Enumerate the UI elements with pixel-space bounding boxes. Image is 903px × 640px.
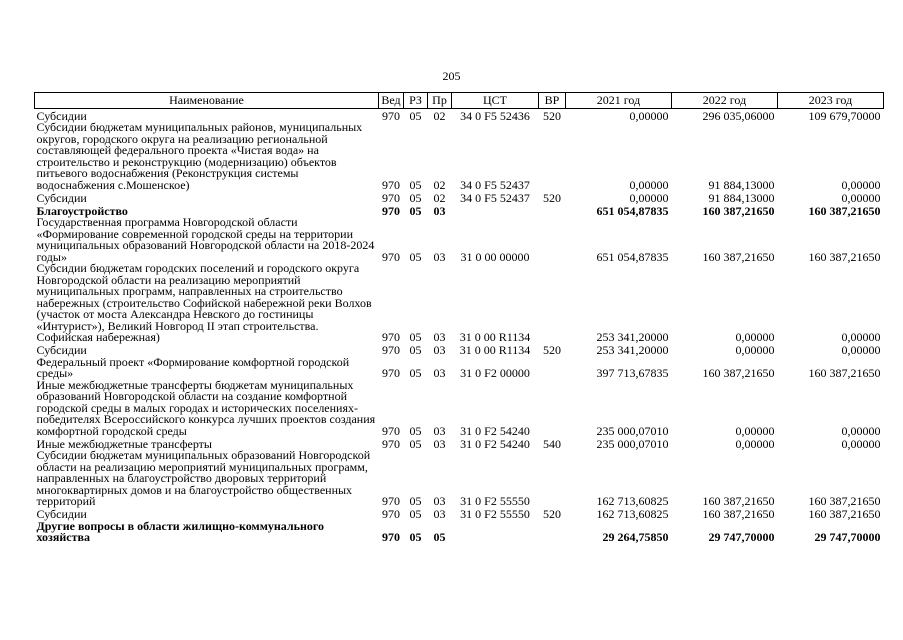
cell-cst: 34 0 F5 52437: [460, 190, 530, 205]
cell-2023: 160 387,21650: [808, 507, 881, 521]
table-row: [35, 521, 884, 544]
cell-cst: 31 0 00 00000: [460, 249, 530, 264]
cell-2022: 160 387,21650: [702, 494, 775, 508]
cell-vr: 540: [543, 436, 561, 451]
cell-cst: [452, 521, 539, 544]
cell-ved: 970: [382, 177, 400, 192]
cell-pr: 02: [433, 190, 446, 205]
header-2023: 2023 год: [778, 93, 884, 109]
cell-2021: 253 341,20000: [596, 330, 669, 344]
cell-rz: 05: [409, 190, 422, 205]
cell-vr: [539, 217, 566, 263]
cell-ved: 970: [382, 203, 400, 218]
cell-rz: 05: [409, 530, 422, 544]
cell-2021: 235 000,07010: [596, 436, 669, 451]
cell-vr: [539, 263, 566, 344]
cell-2021: 235 000,07010: [596, 423, 669, 438]
table-row: [35, 263, 884, 344]
table-row: [35, 450, 884, 508]
header-cst: ЦСТ: [452, 93, 539, 109]
cell-ved: 970: [382, 507, 400, 521]
cell-rz: 05: [409, 108, 422, 123]
cell-2023: 0,00000: [841, 436, 881, 451]
table-header: [35, 93, 884, 109]
header-pr: Пр: [428, 93, 452, 109]
cell-2023: 160 387,21650: [808, 494, 881, 508]
cell-rz: 05: [409, 330, 422, 344]
cell-ved: 970: [382, 494, 400, 508]
cell-cst: 31 0 F2 00000: [460, 366, 530, 380]
cell-2021: 651 054,87835: [596, 249, 669, 264]
cell-vr: [539, 450, 566, 508]
cell-2023: 160 387,21650: [808, 366, 881, 380]
cell-name: Благоустройство: [36, 203, 128, 218]
cell-vr: 520: [543, 343, 561, 357]
cell-rz: 05: [409, 494, 422, 508]
cell-ved: 970: [382, 530, 400, 544]
cell-cst: 31 0 F2 54240: [460, 423, 530, 438]
cell-name: Субсидии: [36, 343, 87, 357]
cell-2022: 29 747,70000: [708, 530, 775, 544]
cell-ved: 970: [382, 108, 400, 123]
cell-2022: 0,00000: [735, 343, 775, 357]
cell-2023: 0,00000: [841, 330, 881, 344]
cell-pr: 05: [433, 530, 446, 544]
cell-2022: 296 035,06000: [702, 108, 775, 123]
cell-name: Государственная программа Новгородской области «Формирование современной городской среды на территории муниципальных образований Новгородской области на 2018-2024 годы»: [36, 215, 375, 264]
cell-2022: 160 387,21650: [702, 203, 775, 218]
cell-pr: 03: [433, 330, 446, 344]
cell-pr: 03: [433, 423, 446, 438]
cell-ved: 970: [382, 330, 400, 344]
cell-vr: [539, 357, 566, 380]
cell-rz: 05: [409, 203, 422, 218]
header-2021: 2021 год: [566, 93, 672, 109]
cell-cst: 34 0 F5 52437: [460, 177, 530, 192]
budget-table: [34, 92, 884, 544]
table-row: [35, 122, 884, 191]
cell-pr: 03: [433, 436, 446, 451]
cell-cst: 31 0 F2 55550: [460, 494, 530, 508]
cell-vr: [539, 521, 566, 544]
cell-pr: 03: [433, 249, 446, 264]
cell-name: Субсидии бюджетам муниципальных образований Новгородской области на реализацию мероприятий муниципальных программ, направленных на благоустройство дворовых территорий многоквартирных домов и на благоустройство общественных территорий: [36, 448, 371, 508]
cell-vr: [539, 122, 566, 191]
cell-2022: 91 884,13000: [708, 177, 775, 192]
cell-2022: 0,00000: [735, 436, 775, 451]
cell-2021: 29 264,75850: [602, 530, 669, 544]
cell-vr: [539, 380, 566, 438]
table-row: [35, 380, 884, 438]
table-row: [35, 357, 884, 380]
cell-2021: 253 341,20000: [596, 343, 669, 357]
cell-ved: 970: [382, 190, 400, 205]
cell-rz: 05: [409, 343, 422, 357]
cell-pr: 02: [433, 177, 446, 192]
cell-cst: 31 0 F2 54240: [460, 436, 530, 451]
cell-pr: 03: [433, 507, 446, 521]
cell-rz: 05: [409, 177, 422, 192]
cell-2022: 0,00000: [735, 423, 775, 438]
cell-name: Субсидии: [36, 190, 87, 205]
cell-2021: 0,00000: [629, 190, 669, 205]
cell-vr: 520: [543, 507, 561, 521]
cell-pr: 03: [433, 343, 446, 357]
header-ved: Вед: [379, 93, 404, 109]
cell-cst: 34 0 F5 52436: [460, 108, 530, 123]
cell-rz: 05: [409, 423, 422, 438]
cell-pr: 02: [433, 108, 446, 123]
cell-2021: 397 713,67835: [596, 366, 669, 380]
cell-cst: 31 0 00 R1134: [459, 343, 531, 357]
cell-rz: 05: [409, 436, 422, 451]
header-name: Наименование: [35, 93, 379, 109]
cell-2021: 162 713,60825: [596, 507, 669, 521]
cell-2022: 160 387,21650: [702, 366, 775, 380]
cell-2023: 0,00000: [841, 177, 881, 192]
cell-2023: 0,00000: [841, 343, 881, 357]
cell-rz: 05: [409, 366, 422, 380]
cell-name: Субсидии: [36, 108, 87, 123]
cell-cst: 31 0 F2 55550: [460, 507, 530, 521]
cell-name: Другие вопросы в области жилищно-коммунального хозяйства: [36, 518, 325, 544]
cell-ved: 970: [382, 249, 400, 264]
cell-name: Федеральный проект «Формирование комфортной городской среды»: [36, 354, 350, 380]
cell-cst: 31 0 00 R1134: [459, 330, 531, 344]
cell-2022: 160 387,21650: [702, 249, 775, 264]
cell-cst: [452, 204, 539, 217]
cell-2021: 0,00000: [629, 108, 669, 123]
cell-2021: 651 054,87835: [596, 203, 669, 218]
cell-ved: 970: [382, 423, 400, 438]
cell-2023: 109 679,70000: [808, 108, 881, 123]
cell-2023: 29 747,70000: [814, 530, 881, 544]
cell-ved: 970: [382, 343, 400, 357]
cell-2023: 160 387,21650: [808, 203, 881, 218]
header-vr: ВР: [539, 93, 566, 109]
cell-rz: 05: [409, 249, 422, 264]
header-rz: РЗ: [404, 93, 428, 109]
cell-2022: 0,00000: [735, 330, 775, 344]
cell-2023: 0,00000: [841, 190, 881, 205]
table-row: [35, 217, 884, 263]
cell-2023: 160 387,21650: [808, 249, 881, 264]
cell-pr: 03: [433, 494, 446, 508]
cell-2021: 0,00000: [629, 177, 669, 192]
cell-vr: [539, 204, 566, 217]
cell-pr: 03: [433, 366, 446, 380]
cell-2022: 91 884,13000: [708, 190, 775, 205]
cell-2023: 0,00000: [841, 423, 881, 438]
cell-rz: 05: [409, 507, 422, 521]
cell-2022: 160 387,21650: [702, 507, 775, 521]
cell-2021: 162 713,60825: [596, 494, 669, 508]
cell-name: Субсидии: [36, 507, 87, 521]
header-2022: 2022 год: [672, 93, 778, 109]
cell-vr: 520: [543, 108, 561, 123]
cell-name: Субсидии бюджетам муниципальных районов, муниципальных округов, городского округа на реализацию региональной составляющей федерального проекта «Чистая вода» на строительство и реконструкцию (модернизацию) объектов питьевого водоснабжения (Реконструкция системы водоснабжения с.Мошенское): [36, 120, 363, 192]
cell-ved: 970: [382, 436, 400, 451]
cell-name: Иные межбюджетные трансферты: [36, 436, 212, 451]
cell-name: Субсидии бюджетам городских поселений и городского округа Новгородской области на реализацию мероприятий муниципальных программ, направленных на строительство набережных (строительство Софийской набережной реки Волхов (участок от моста Александра Невского до гостиницы «Интурист»), Великий Новгород II этап строительства. Софийская набережная): [36, 261, 372, 344]
table-row: [35, 191, 884, 204]
cell-pr: 03: [433, 203, 446, 218]
cell-ved: 970: [382, 366, 400, 380]
page-number: 205: [442, 69, 461, 83]
cell-vr: 520: [543, 190, 561, 205]
cell-name: Иные межбюджетные трансферты бюджетам муниципальных образований Новгородской области на создание комфортной городской среды в малых городах и исторических поселениях-победителях Всероссийского конкурса лучших проектов создания комфортной городской среды: [36, 377, 376, 438]
